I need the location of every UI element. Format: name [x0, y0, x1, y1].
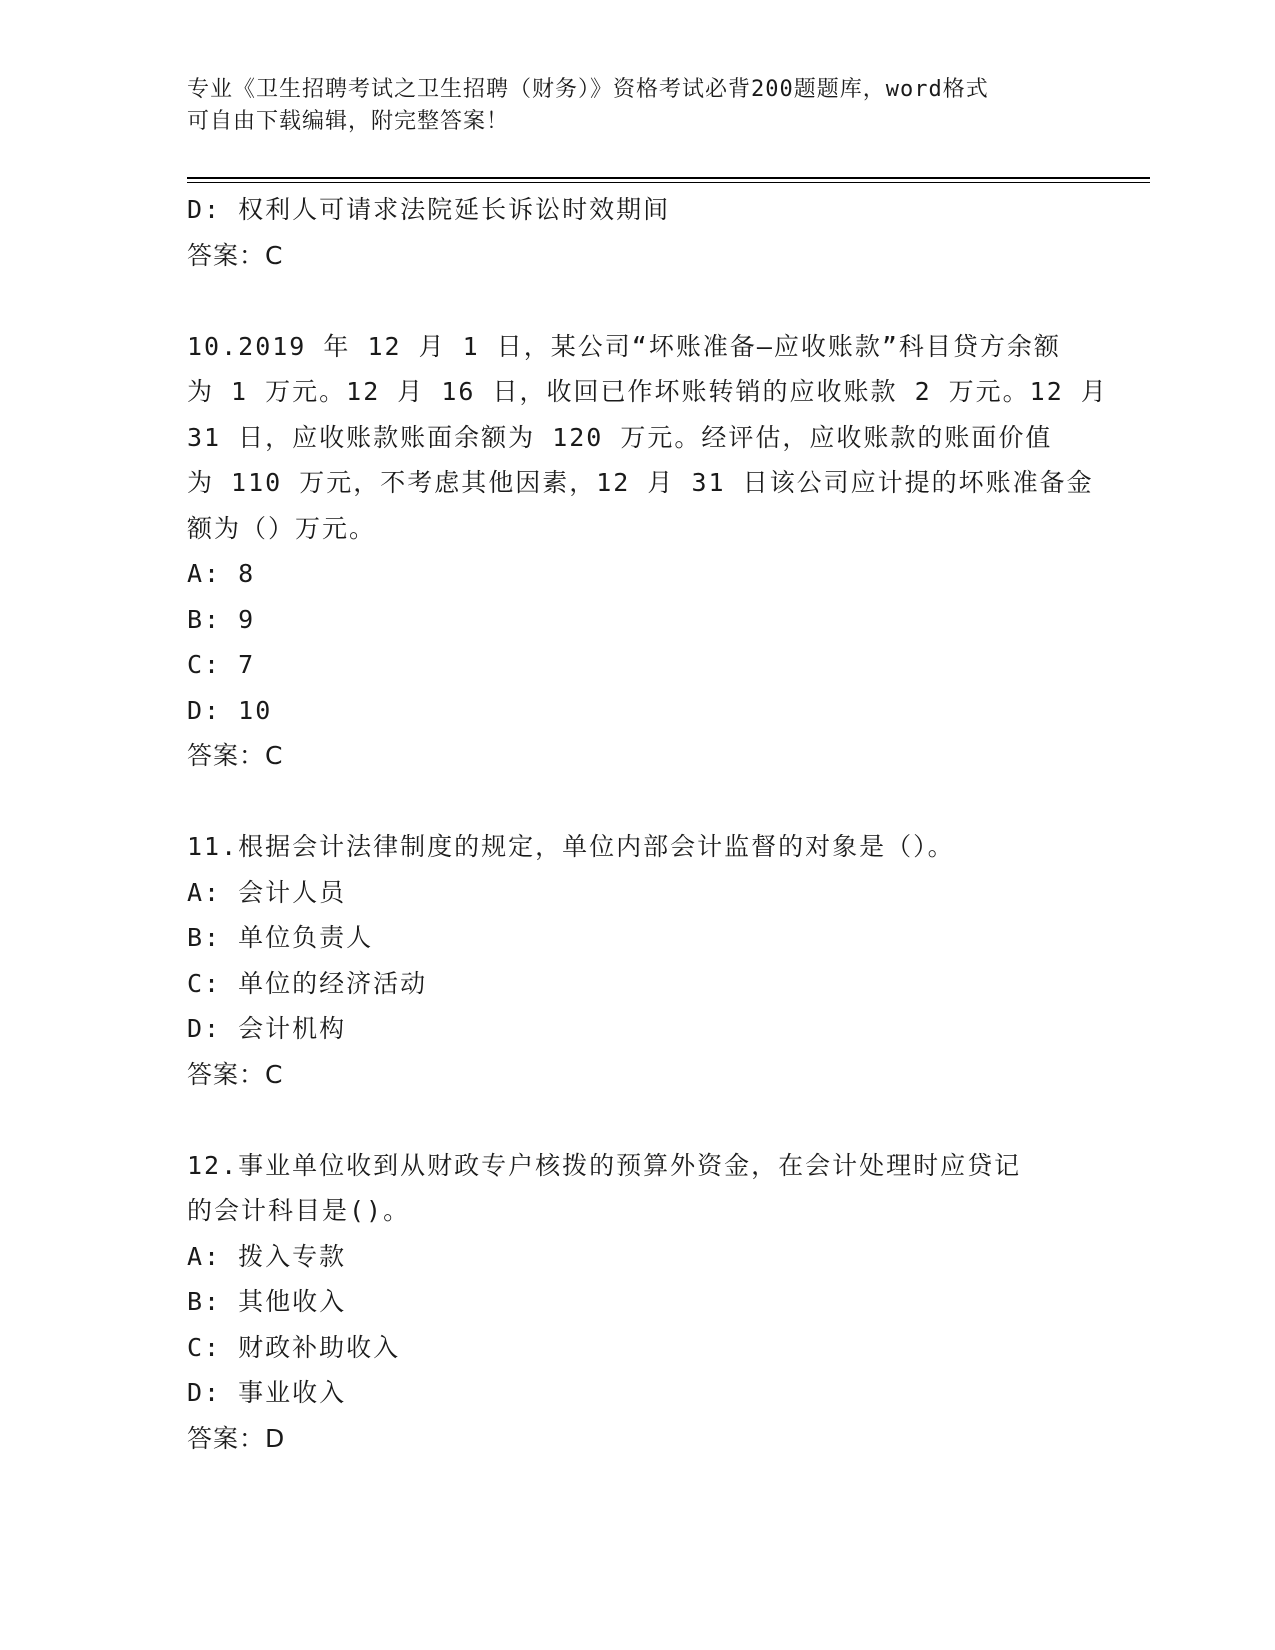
option-d: D: 事业收入: [187, 1378, 347, 1407]
question-stem-line: 12.事业单位收到从财政专户核拨的预算外资金，在会计处理时应贷记: [187, 1150, 1022, 1180]
document-header: [187, 74, 1087, 138]
option-a: A: 8: [187, 559, 256, 588]
option-b: B: 其他收入: [187, 1287, 347, 1316]
question-11: [187, 824, 1087, 1097]
option-c: C: 单位的经济活动: [187, 968, 428, 998]
question-stem-line: 额为（）万元。: [187, 513, 377, 543]
question-12: [187, 1143, 1087, 1462]
question-stem-line: 10.2019 年 12 月 1 日，某公司“坏账准备—应收账款”科目贷方余额: [187, 331, 1061, 361]
question-stem-line: 为 1 万元。12 月 16 日，收回已作坏账转销的应收账款 2 万元。12 月: [187, 377, 1108, 406]
header-rule-thick: [187, 177, 1150, 179]
question-stem-line: 的会计科目是()。: [187, 1196, 411, 1225]
option-a: A: 拨入专款: [187, 1241, 347, 1271]
spacer: [187, 278, 1087, 324]
header-rule-thin: [187, 182, 1150, 183]
spacer: [187, 1097, 1087, 1143]
option-c: C: 7: [187, 650, 256, 679]
option-d: D: 10: [187, 695, 273, 725]
answer-line: 答案：C: [187, 741, 284, 770]
option-b: B: 9: [187, 604, 256, 634]
option-d: D: 会计机构: [187, 1014, 347, 1043]
question-stem-line: 31 日，应收账款账面余额为 120 万元。经评估，应收账款的账面价值: [187, 422, 1053, 452]
option-a: A: 会计人员: [187, 877, 347, 907]
header-title-line-2: 可自由下载编辑，附完整答案！: [187, 109, 510, 134]
question-10: [187, 324, 1108, 779]
question-stem-line: 为 110 万元，不考虑其他因素，12 月 31 日该公司应计提的坏账准备金: [187, 468, 1094, 497]
header-title-line-1: 专业《卫生招聘考试之卫生招聘（财务）》资格考试必背200题题库，word格式: [187, 77, 989, 102]
answer-line: 答案：D: [187, 1423, 286, 1453]
question-stem-line: 11.根据会计法律制度的规定，单位内部会计监督的对象是（）。: [187, 832, 955, 861]
option-d: D: 权利人可请求法院延长诉讼时效期间: [187, 195, 671, 224]
document-body: [187, 187, 1108, 1461]
option-b: B: 单位负责人: [187, 923, 374, 952]
spacer: [187, 779, 1087, 825]
option-c: C: 财政补助收入: [187, 1332, 401, 1362]
answer-line: 答案：C: [187, 1059, 284, 1089]
answer-line: 答案：C: [187, 240, 284, 270]
